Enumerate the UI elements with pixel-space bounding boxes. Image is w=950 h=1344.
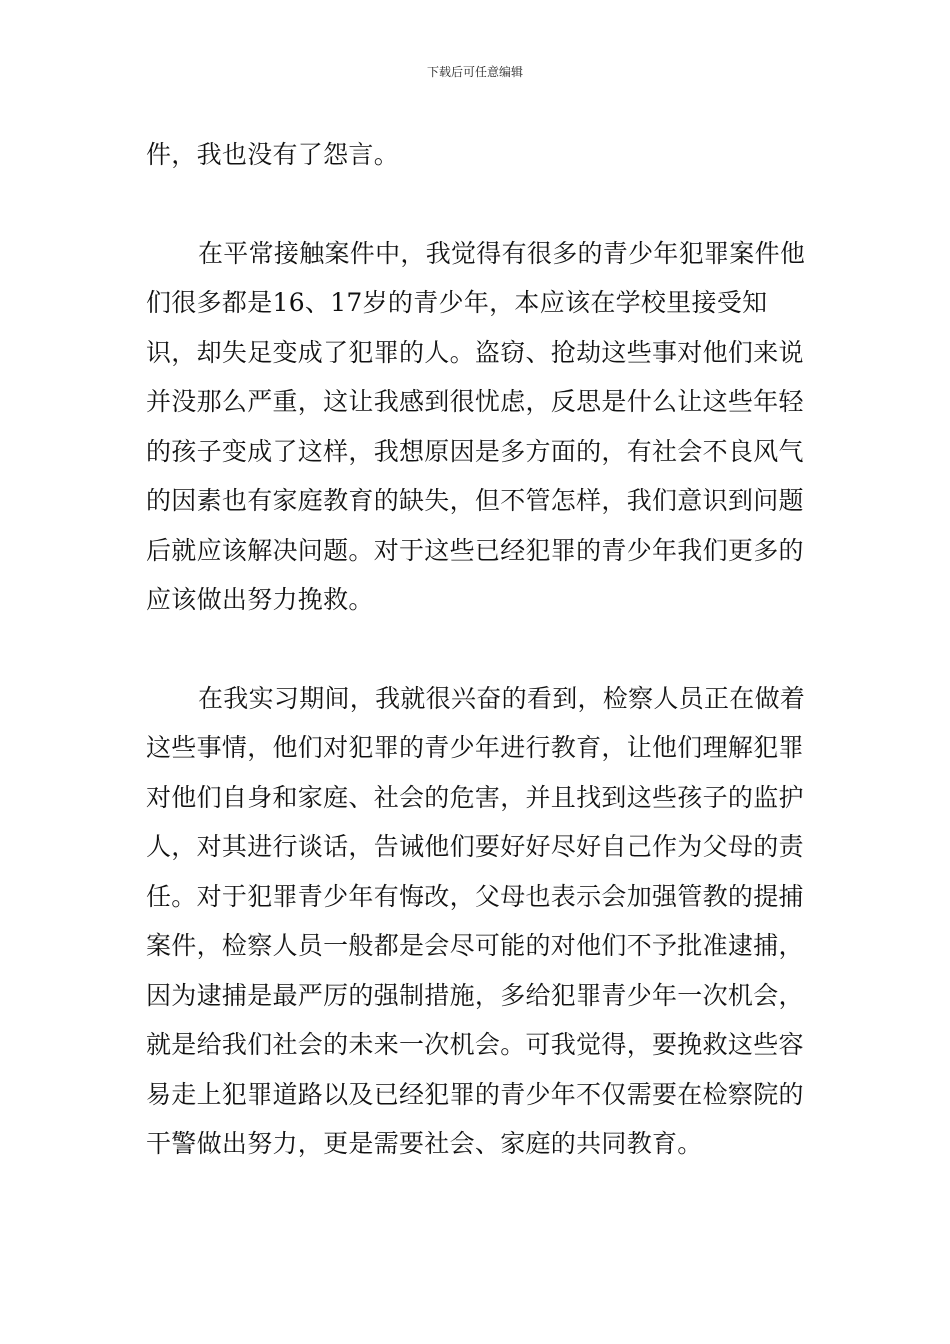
page-header: 下载后可任意编辑 — [426, 65, 523, 79]
paragraph-1: 件，我也没有了怨言。 — [146, 140, 400, 169]
paragraph-3: 在我实习期间，我就很兴奋的看到，检察人员正在做着这些事情，他们对犯罪的青少年进行教育，让他们理解犯罪对他们自身和家庭、社会的危害，并且找到这些孩子的监护人，对其进行谈话，告诫他们要好好尽好自己作为父母的责任。对于犯罪青少年有悔改，父母也表示会加强管教的提捕案件，检察人员一般都是会尽可能的对他们不予批准逮捕，因为逮捕是最严厉的强制措施，多给犯罪青少年一次机会，就是给我们社会的未来一次机会。可我觉得，要挽救这些容易走上犯罪道路以及已经犯罪的青少年不仅需要在检察院的干警做出努力，更是需要社会、家庭的共同教育。 — [146, 683, 806, 1158]
document-body — [146, 130, 806, 1169]
paragraph-2: 在平常接触案件中，我觉得有很多的青少年犯罪案件他们很多都是16、17岁的青少年，本应该在学校里接受知识，却失足变成了犯罪的人。盗窃、抢劫这些事对他们来说并没那么严重，这让我感到很忧虑，反思是什么让这些年轻的孩子变成了这样，我想原因是多方面的，有社会不良风气的因素也有家庭教育的缺失，但不管怎样，我们意识到问题后就应该解决问题。对于这些已经犯罪的青少年我们更多的应该做出努力挽救。 — [146, 238, 806, 614]
